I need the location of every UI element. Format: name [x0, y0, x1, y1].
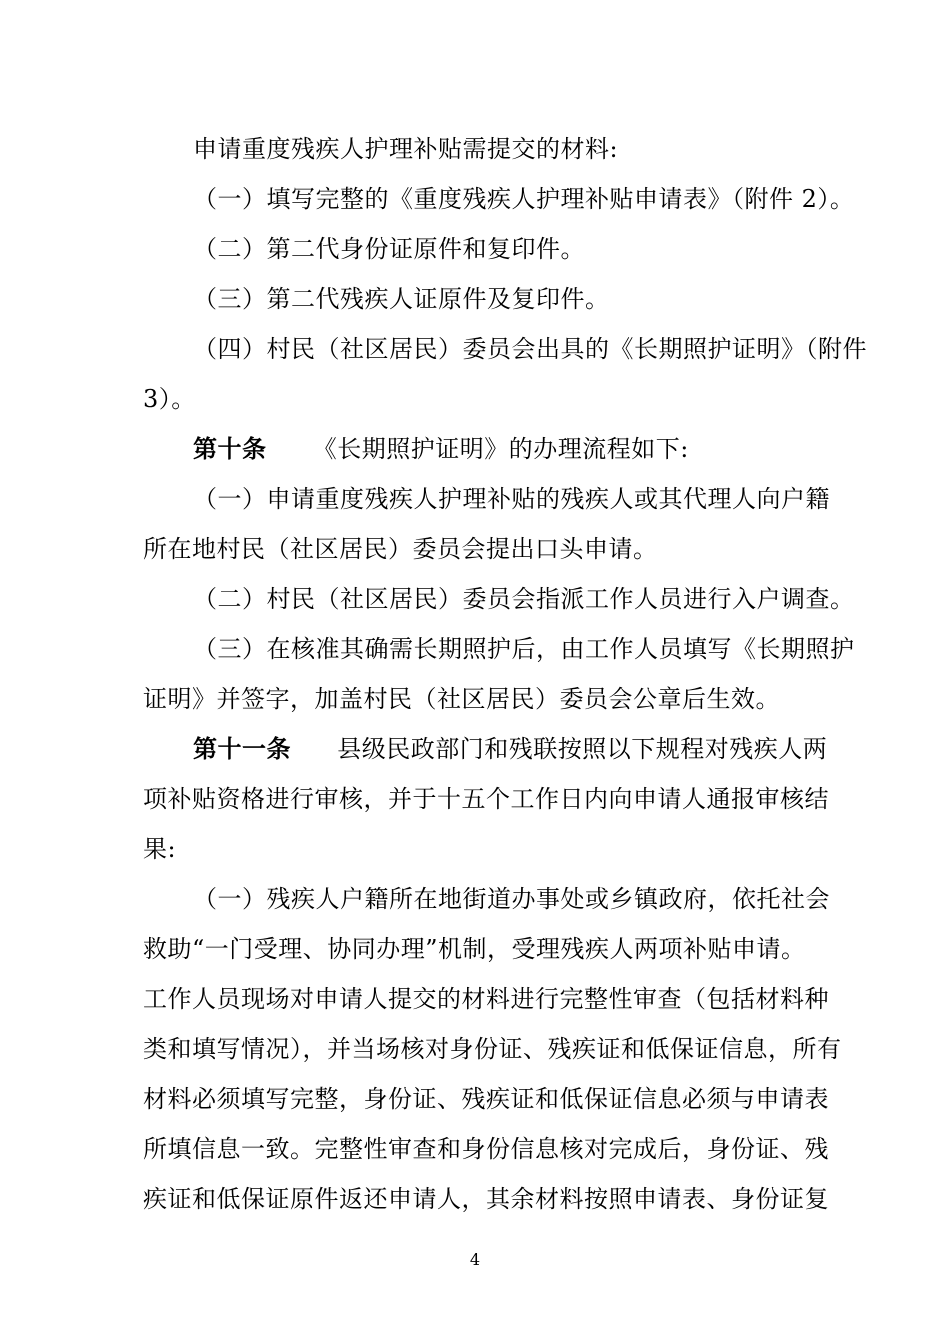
article-label: 第十条: [193, 434, 267, 463]
text-line: （一）申请重度残疾人护理补贴的残疾人或其代理人向户籍: [193, 485, 830, 513]
article-text: 县级民政部门和残联按照以下规程对残疾人两: [337, 735, 828, 763]
article-11-line: [193, 734, 858, 764]
text-line: 工作人员现场对申请人提交的材料进行完整性审查（包括材料种: [143, 985, 829, 1013]
text-line: （三）在核准其确需长期照护后，由工作人员填写《长期照护: [193, 635, 855, 663]
text-line: 所在地村民（社区居民）委员会提出口头申请。: [143, 535, 658, 563]
article-10-line: [193, 434, 858, 464]
text-line: （一）残疾人户籍所在地街道办事处或乡镇政府，依托社会: [193, 885, 830, 913]
text-line: 类和填写情况），并当场核对身份证、残疾证和低保证信息，所有: [143, 1035, 842, 1063]
text-line: 3）。: [143, 385, 196, 413]
text-line: （二）村民（社区居民）委员会指派工作人员进行入户调查。: [193, 585, 855, 613]
text-line: （二）第二代身份证原件和复印件。: [193, 235, 585, 263]
text-line: 果:: [143, 835, 177, 863]
text-line: （一）填写完整的《重度残疾人护理补贴申请表》（附件 2）。: [193, 185, 855, 213]
text-line: 所填信息一致。完整性审查和身份信息核对完成后，身份证、残: [143, 1135, 829, 1163]
page-number: 4: [469, 1250, 481, 1269]
article-label: 第十一条: [193, 734, 291, 763]
text-line: 项补贴资格进行审核，并于十五个工作日内向申请人通报审核结: [143, 785, 829, 813]
text-line: 救助“一门受理、协同办理”机制，受理残疾人两项补贴申请。: [143, 935, 806, 963]
text-line: 疾证和低保证原件返还申请人，其余材料按照申请表、身份证复: [143, 1185, 829, 1213]
text-line: 申请重度残疾人护理补贴需提交的材料:: [193, 135, 619, 163]
text-line: （三）第二代残疾人证原件及复印件。: [193, 285, 610, 313]
article-text: 《长期照护证明》的办理流程如下:: [312, 435, 689, 463]
text-line: 证明》并签字，加盖村民（社区居民）委员会公章后生效。: [143, 685, 780, 713]
text-line: （四）村民（社区居民）委员会出具的《长期照护证明》（附件: [193, 335, 867, 363]
text-line: 材料必须填写完整，身份证、残疾证和低保证信息必须与申请表: [143, 1085, 829, 1113]
